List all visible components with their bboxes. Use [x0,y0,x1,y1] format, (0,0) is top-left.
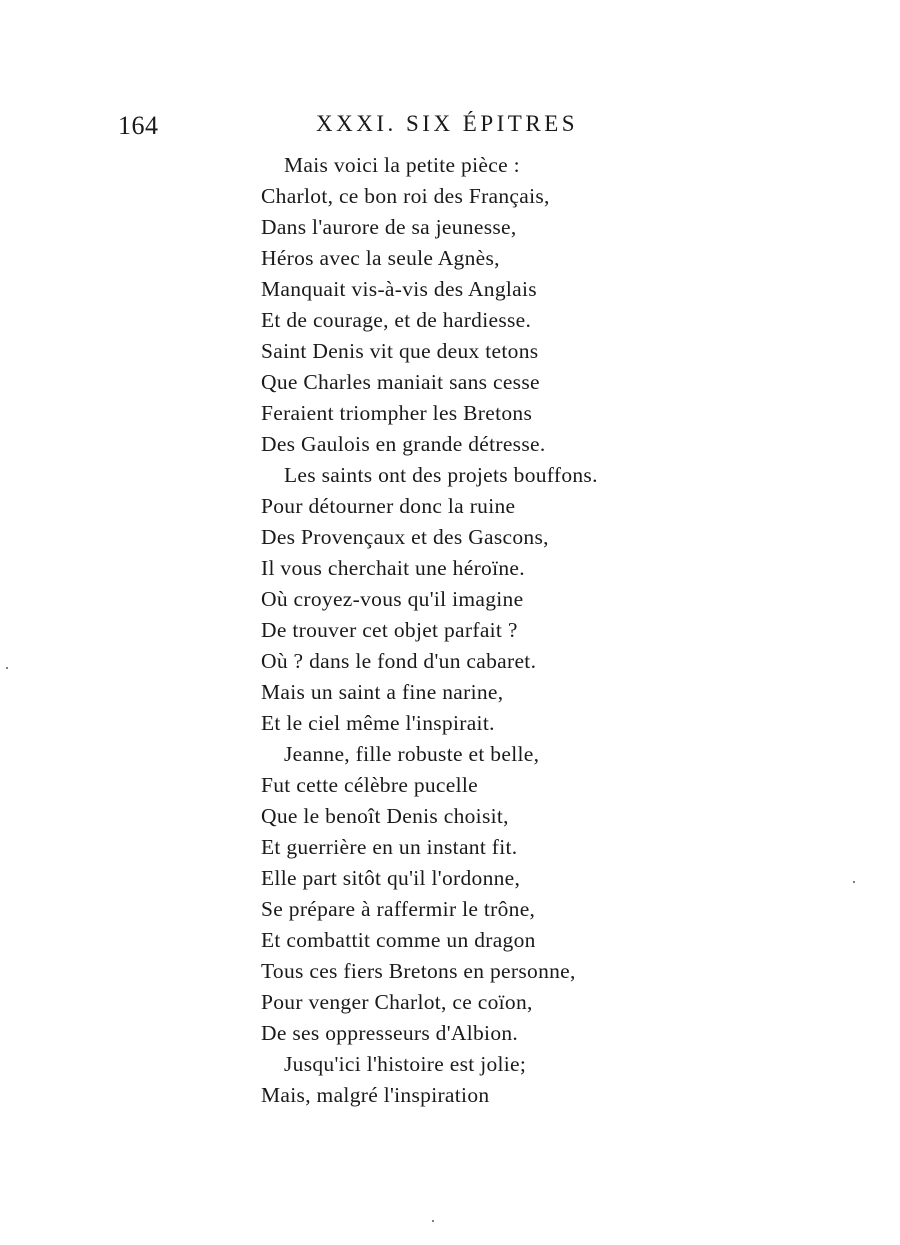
poem-line: Que le benoît Denis choisit, [261,804,509,828]
poem-line: Des Provençaux et des Gascons, [261,525,549,549]
paper-speck [853,881,855,883]
poem-line: Dans l'aurore de sa jeunesse, [261,215,517,239]
poem-line: Fut cette célèbre pucelle [261,773,479,797]
page-number: 164 [118,111,159,140]
poem-line: Mais, malgré l'inspiration [261,1083,490,1107]
poem-line: Que Charles maniait sans cesse [261,370,540,394]
paper-speck [432,1220,434,1222]
running-head: XXXI. SIX ÉPITRES [316,111,579,136]
poem-line: Où croyez-vous qu'il imagine [261,587,524,611]
poem-line: Et guerrière en un instant fit. [261,835,518,859]
poem-line: Pour détourner donc la ruine [261,494,516,518]
poem-line: Et de courage, et de hardiesse. [261,308,532,332]
poem-line: Mais un saint a fine narine, [261,680,504,704]
poem-line: Feraient triompher les Bretons [261,401,533,425]
poem-line: De ses oppresseurs d'Albion. [261,1021,519,1045]
poem-line: Mais voici la petite pièce : [284,153,520,177]
poem-line: Elle part sitôt qu'il l'ordonne, [261,866,521,890]
poem-line: Charlot, ce bon roi des Français, [261,184,550,208]
poem-line: Il vous cherchait une héroïne. [261,556,525,580]
poem-line: De trouver cet objet parfait ? [261,618,518,642]
poem-line: Jeanne, fille robuste et belle, [284,742,540,766]
poem-line: Héros avec la seule Agnès, [261,246,500,270]
poem-line: Pour venger Charlot, ce coïon, [261,990,533,1014]
poem-body [261,150,598,1111]
poem-line: Se prépare à raffermir le trône, [261,897,536,921]
poem-line: Saint Denis vit que deux tetons [261,339,539,363]
poem-line: Manquait vis-à-vis des Anglais [261,277,537,301]
poem-line: Où ? dans le fond d'un cabaret. [261,649,537,673]
poem-line: Et le ciel même l'inspirait. [261,711,495,735]
paper-speck [6,667,8,669]
poem-line: Des Gaulois en grande détresse. [261,432,546,456]
poem-line: Tous ces fiers Bretons en personne, [261,959,576,983]
poem-line: Les saints ont des projets bouffons. [284,463,598,487]
poem-line: Jusqu'ici l'histoire est jolie; [284,1052,527,1076]
poem-line: Et combattit comme un dragon [261,928,536,952]
